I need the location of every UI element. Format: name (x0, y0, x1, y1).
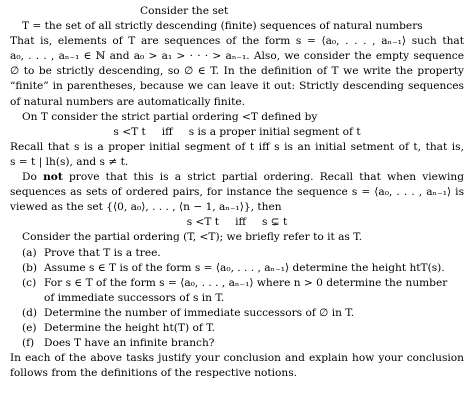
paragraph-1 (10, 34, 464, 109)
subset-iff: iff (235, 216, 246, 229)
task-text: of immediate successors of s in T. (44, 291, 225, 304)
task-text: Does T have an infinite branch? (44, 337, 215, 350)
paragraph-3-rest: prove that this is a strict partial ordering. Recall that when viewing (62, 171, 464, 184)
paragraph-1-line: of natural numbers are automatically finite. (10, 95, 245, 108)
tasks-intro: Consider the partial ordering (T, <T); we briefly refer to it as T. (22, 231, 363, 244)
closing-paragraph (10, 351, 464, 381)
task-label: (e) (22, 321, 37, 334)
paragraph-1-line: ∅ to be strictly descending, so ∅ ∈ T. In the definition of T we write the property (10, 65, 464, 78)
task-item-e (10, 321, 464, 336)
heading: Consider the set (140, 5, 229, 17)
task-item-c-continued (10, 291, 464, 306)
bold-not: not (43, 171, 63, 184)
paragraph-3-start: Do (22, 171, 44, 184)
task-item-d (10, 306, 464, 321)
paragraph-1-line: “finite” in parentheses, because we can leave it out: Strictly descending sequences (10, 80, 464, 93)
ordering-definition (10, 125, 464, 140)
paragraph-1-line: That is, elements of T are sequences of the form s = ⟨a₀, . . . , aₙ₋₁⟩ such that (10, 35, 464, 48)
task-text: Prove that T is a tree. (44, 246, 161, 259)
task-label: (f) (22, 337, 35, 350)
subset-rhs: s ⊊ t (261, 216, 288, 229)
subset-lhs: s <T t (186, 216, 220, 229)
paragraph-2-line: Recall that s is a proper initial segment of t iff s is an initial setment of t, that is, (10, 140, 464, 153)
definition-T: T = the set of all strictly descending (finite) sequences of natural numbers (22, 20, 423, 33)
subset-definition (10, 215, 464, 230)
task-text: For s ∈ T of the form s = ⟨a₀, . . . , aₙ₋₁⟩ where n > 0 determine the number (44, 276, 448, 289)
ordering-iff: iff (161, 125, 173, 138)
task-item-b (10, 261, 464, 276)
paragraph-2-line: s = t | lh(s), and s ≠ t. (10, 155, 129, 168)
closing-line: In each of the above tasks justify your conclusion and explain how your conclusion (10, 352, 464, 365)
paragraph-1-line: a₀, . . . , aₙ₋₁ ∈ ℕ and a₀ > a₁ > · · · > aₙ₋₁. Also, we consider the empty sequence (10, 50, 464, 63)
paragraph-3-first-line (10, 170, 464, 185)
task-label: (d) (22, 306, 38, 319)
task-label: (b) (22, 261, 38, 274)
task-item-a (10, 246, 464, 261)
paragraph-3 (10, 170, 464, 215)
task-text: Determine the number of immediate successors of ∅ in T. (44, 306, 355, 319)
task-item-f (10, 336, 464, 351)
task-label: (c) (22, 276, 37, 289)
closing-line: follows from the definitions of the respective notions. (10, 367, 298, 380)
task-text: Determine the height ht(T) of T. (44, 321, 215, 334)
task-list (10, 246, 464, 352)
ordering-lhs: s <T t (113, 125, 146, 138)
task-label: (a) (22, 246, 37, 259)
paragraph-2 (10, 140, 464, 170)
ordering-rhs: s is a proper initial segment of t (188, 125, 361, 138)
task-text: Assume s ∈ T is of the form s = ⟨a₀, . . . , aₙ₋₁⟩ determine the height htT(s). (44, 261, 445, 274)
ordering-intro: On T consider the strict partial ordering <T defined by (22, 110, 318, 123)
paragraph-3-line: viewed as the set {⟨0, a₀⟩, . . . , ⟨n − 1, aₙ₋₁⟩}, then (10, 201, 282, 214)
task-item-c (10, 276, 464, 291)
paragraph-3-line: sequences as sets of ordered pairs, for instance the sequence s = ⟨a₀, . . . , aₙ₋₁⟩ is (10, 186, 464, 199)
